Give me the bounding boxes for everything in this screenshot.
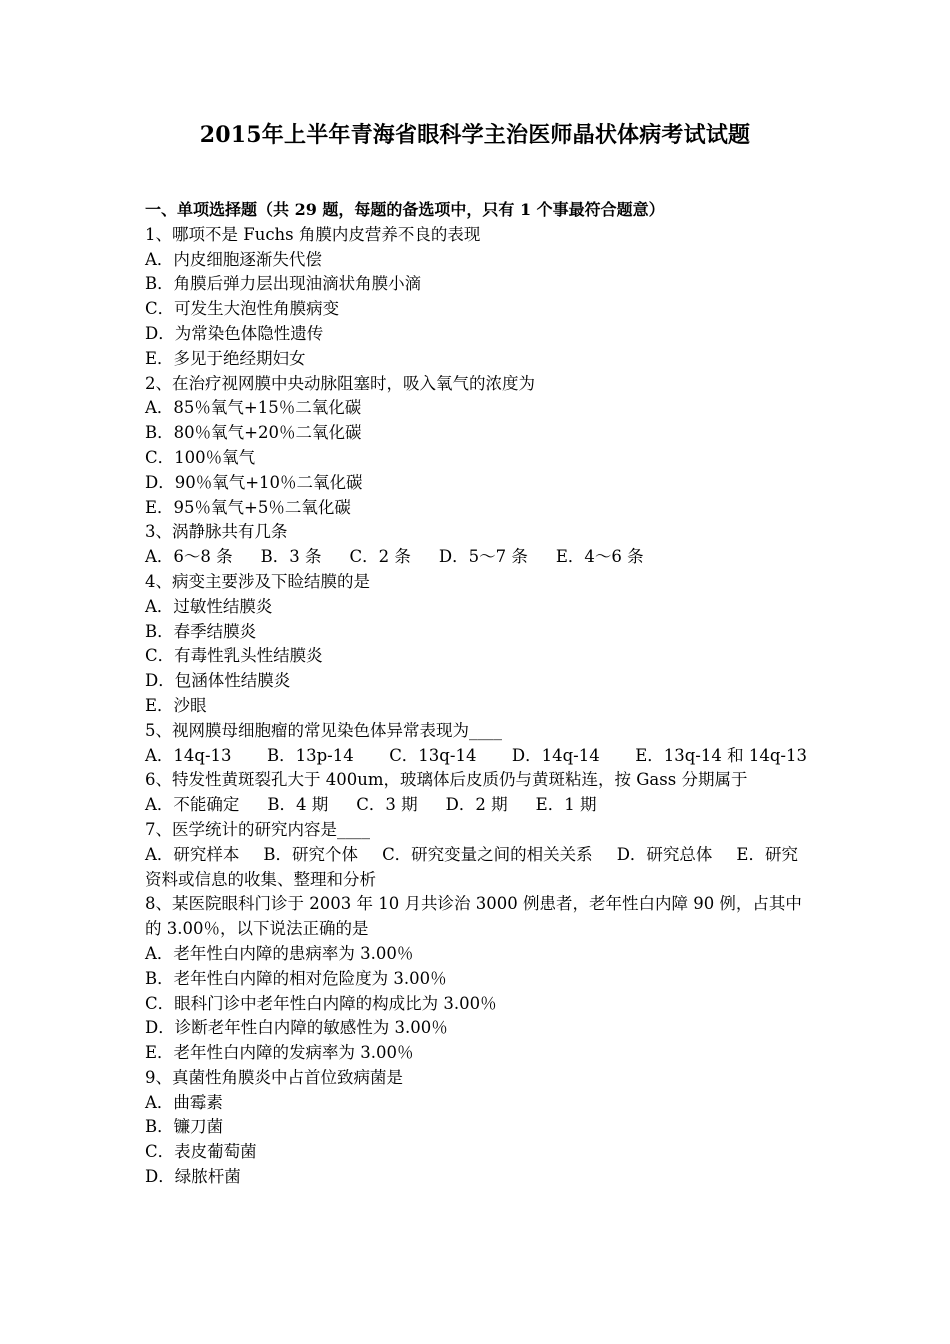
question-2-option-b: B．80％氧气+20％二氧化碳 [145, 423, 362, 443]
question-6-option-c: C．3 期 [356, 795, 418, 815]
question-5-option-d: D．14q-14 [511, 745, 600, 765]
question-3-options [145, 545, 810, 570]
question-9-option-c: C．表皮葡萄菌 [145, 1142, 257, 1162]
question-2-stem: 2、在治疗视网膜中央动脉阻塞时，吸入氧气的浓度为 [145, 373, 535, 393]
question-6-option-e: E．1 期 [535, 795, 597, 815]
question-6-stem: 6、特发性黄斑裂孔大于 400um，玻璃体后皮质仍与黄斑粘连，按 Gass 分期属于 [145, 770, 748, 790]
question-7-stem: 7、医学统计的研究内容是____ [145, 819, 370, 839]
question-5-option-e: E．13q-14 和 14q-13 [635, 745, 807, 765]
question-9-option-a: A．曲霉素 [145, 1092, 223, 1112]
question-2-option-c: C．100％氧气 [145, 447, 256, 467]
question-4-option-c: C．有毒性乳头性结膜炎 [145, 646, 323, 666]
question-1-option-c: C．可发生大泡性角膜病变 [145, 299, 340, 319]
question-7-option-d: D．研究总体 [616, 844, 713, 864]
question-8-option-e: E．老年性白内障的发病率为 3.00％ [145, 1043, 414, 1063]
question-6-option-d: D．2 期 [445, 795, 508, 815]
question-1-option-d: D．为常染色体隐性遗传 [145, 323, 324, 343]
question-4-option-a: A．过敏性结膜炎 [145, 596, 273, 616]
question-3-option-a: A．6～8 条 [145, 547, 233, 567]
question-8-option-d: D．诊断老年性白内障的敏感性为 3.00％ [145, 1018, 448, 1038]
question-7-option-b: B．研究个体 [263, 844, 359, 864]
question-3-option-d: D．5～7 条 [438, 547, 528, 567]
question-6-option-b: B．4 期 [267, 795, 329, 815]
question-list [145, 198, 810, 1190]
question-5-option-a: A．14q-13 [145, 745, 232, 765]
question-4-option-b: B．春季结膜炎 [145, 621, 257, 641]
question-7-option-e: E．研究资料或信息的收集、整理和分析 [145, 844, 798, 889]
question-5-options [145, 744, 807, 769]
question-7-option-c: C．研究变量之间的相关关系 [382, 844, 593, 864]
question-3-option-c: C．2 条 [349, 547, 411, 567]
question-7-option-a: A．研究样本 [145, 844, 240, 864]
question-5-option-c: C．13q-14 [389, 745, 477, 765]
question-2-option-e: E．95％氧气+5％二氧化碳 [145, 497, 351, 517]
question-1-option-a: A．内皮细胞逐渐失代偿 [145, 249, 322, 269]
question-3-option-e: E．4～6 条 [555, 547, 644, 567]
question-3-option-b: B．3 条 [260, 547, 322, 567]
question-9-stem: 9、真菌性角膜炎中占首位致病菌是 [145, 1067, 403, 1087]
question-5-option-b: B．13p-14 [266, 745, 354, 765]
question-7-options [145, 843, 807, 893]
question-6-option-a: A．不能确定 [145, 795, 240, 815]
question-8-option-a: A．老年性白内障的患病率为 3.00％ [145, 943, 414, 963]
question-4-option-e: E．沙眼 [145, 695, 207, 715]
question-1-option-b: B．角膜后弹力层出现油滴状角膜小滴 [145, 274, 422, 294]
section-heading: 一、单项选择题（共 29 题，每题的备选项中，只有 1 个事最符合题意） [145, 200, 665, 219]
question-6-options [145, 793, 810, 818]
question-3-stem: 3、涡静脉共有几条 [145, 522, 288, 542]
question-9-option-b: B．镰刀菌 [145, 1117, 224, 1137]
question-5-stem: 5、视网膜母细胞瘤的常见染色体异常表现为____ [145, 720, 502, 740]
question-4-stem: 4、病变主要涉及下睑结膜的是 [145, 571, 370, 591]
question-4-option-d: D．包涵体性结膜炎 [145, 671, 291, 691]
question-8-option-c: C．眼科门诊中老年性白内障的构成比为 3.00％ [145, 993, 497, 1013]
question-8-stem: 8、某医院眼科门诊于 2003 年 10 月共诊治 3000 例患者，老年性白内障 90 例，占其中的 3.00％，以下说法正确的是 [145, 894, 802, 939]
question-1-option-e: E．多见于绝经期妇女 [145, 348, 306, 368]
question-2-option-a: A．85％氧气+15％二氧化碳 [145, 398, 362, 418]
question-9-option-d: D．绿脓杆菌 [145, 1167, 241, 1187]
document-title: 2015年上半年青海省眼科学主治医师晶状体病考试试题 [199, 122, 751, 148]
question-8-option-b: B．老年性白内障的相对危险度为 3.00％ [145, 968, 447, 988]
question-1-stem: 1、哪项不是 Fuchs 角膜内皮营养不良的表现 [145, 224, 481, 244]
question-2-option-d: D．90％氧气+10％二氧化碳 [145, 472, 363, 492]
